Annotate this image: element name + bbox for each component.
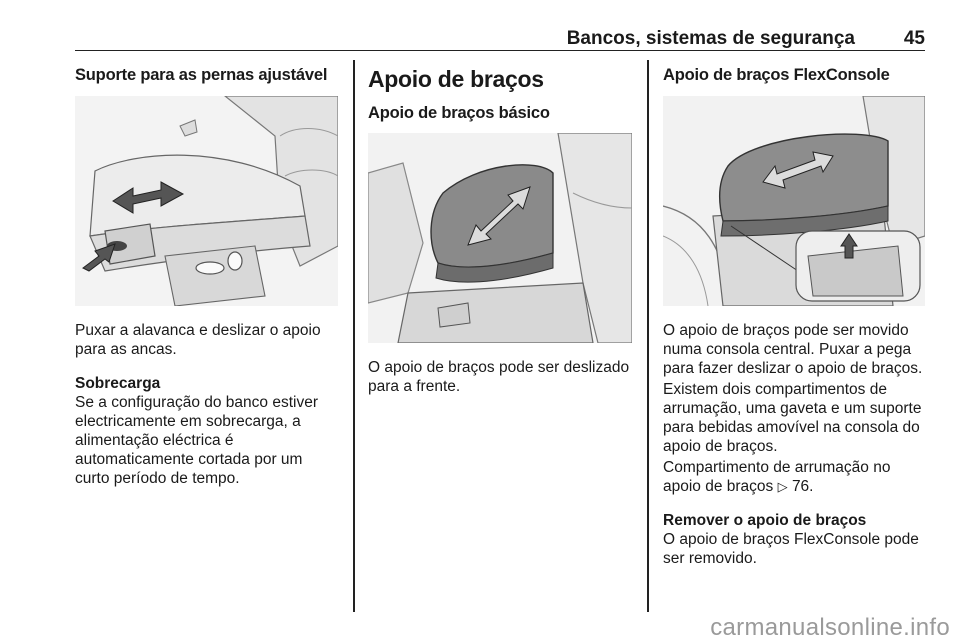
leg-support-instruction: Puxar a alavanca e deslizar o apoio para as ancas. (75, 322, 321, 358)
column-divider-1 (353, 60, 355, 612)
overload-text: Se a configuração do banco estiver electricamente em sobrecarga, a alimentação eléctrica é automaticamente cortada por um curto período de tempo. (75, 394, 318, 487)
page-header (75, 28, 925, 51)
flexconsole-text-2: Existem dois compartimentos de arrumação, uma gaveta e um suporte para bebidas amovível na consola do apoio de braços. (663, 381, 922, 455)
storage-reference (663, 458, 927, 496)
storage-reference-text: Compartimento de arrumação no apoio de braços (663, 459, 891, 495)
basic-armrest-subheading: Apoio de braços básico (368, 104, 550, 122)
page-number: 45 (903, 28, 925, 49)
remove-armrest-text: O apoio de braços FlexConsole pode ser removido. (663, 531, 919, 567)
remove-armrest-heading: Remover o apoio de braços (663, 512, 867, 529)
page-reference-arrow-icon: ▷ (777, 479, 788, 494)
flexconsole-figure (663, 96, 925, 306)
storage-reference-page[interactable]: 76. (791, 478, 814, 495)
basic-armrest-text: O apoio de braços pode ser deslizado para a frente. (368, 359, 630, 395)
basic-armrest-figure (368, 133, 632, 343)
leg-support-heading: Suporte para as pernas ajustável (75, 66, 328, 84)
watermark: carmanualsonline.info (710, 614, 950, 641)
column-divider-2 (647, 60, 649, 612)
leg-support-figure (75, 96, 338, 306)
page-title: Bancos, sistemas de segurança (566, 28, 855, 49)
overload-heading: Sobrecarga (75, 375, 161, 392)
flexconsole-heading: Apoio de braços FlexConsole (663, 66, 890, 84)
armrest-heading: Apoio de braços (368, 66, 544, 92)
flexconsole-text-1: O apoio de braços pode ser movido numa consola central. Puxar a pega para fazer deslizar o apoio de braços. (663, 322, 923, 377)
